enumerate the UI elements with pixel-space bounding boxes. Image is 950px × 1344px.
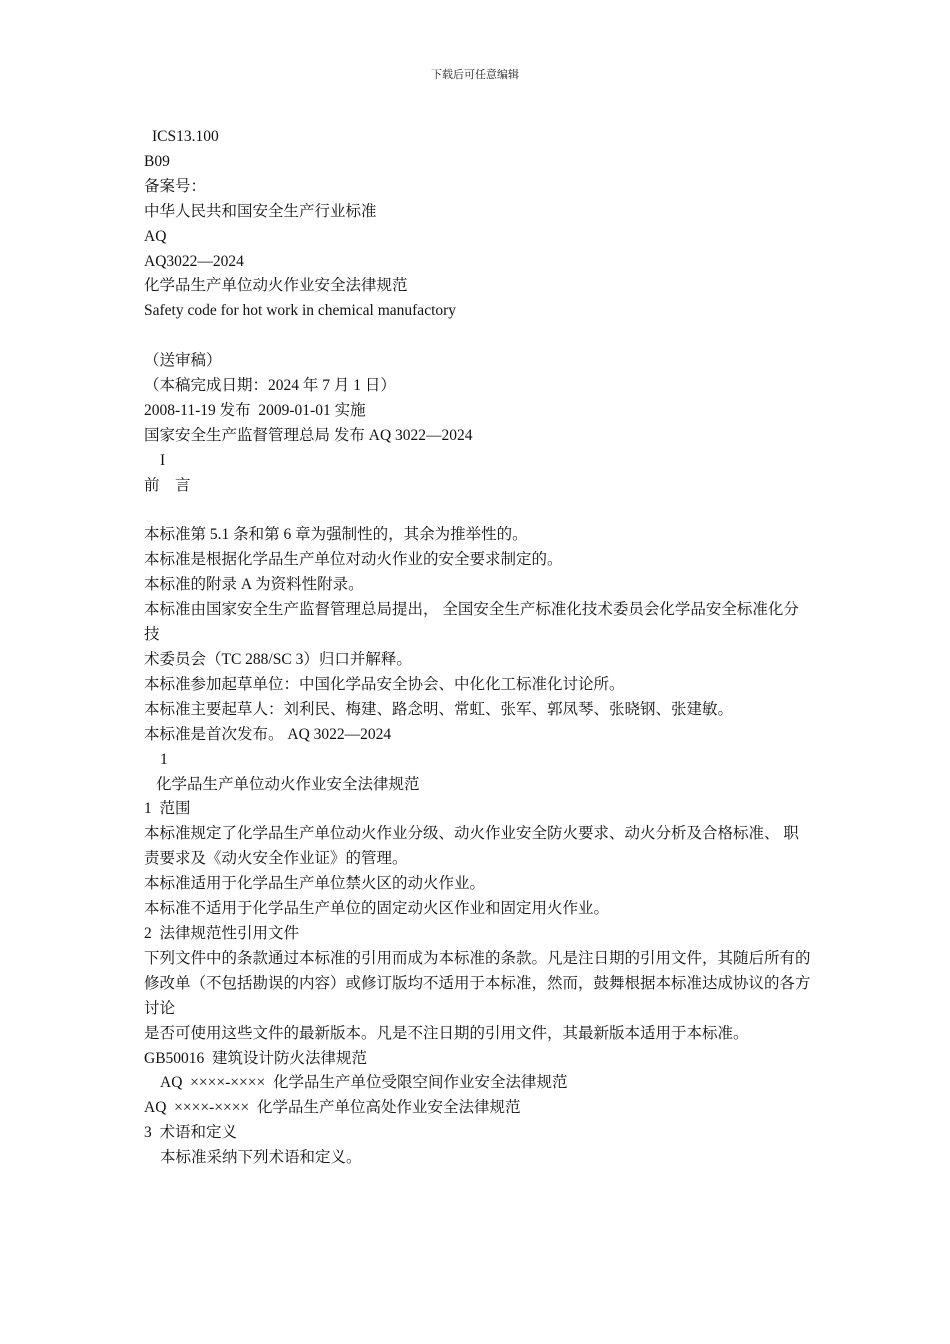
page-header: 下载后可任意编辑 (431, 68, 519, 81)
foreword-heading: 前 言 (144, 476, 191, 494)
reference-item: AQ ××××-×××× 化学品生产单位高处作业安全法律规范 (144, 1099, 521, 1117)
foreword-line: 本标准由国家安全生产监督管理总局提出， 全国安全生产标准化技术委员会化学品安全标准化分技 (144, 601, 799, 644)
title-en: Safety code for hot work in chemical manufactory (144, 302, 457, 320)
foreword-line: 本标准是根据化学品生产单位对动火作业的安全要求制定的。 (144, 551, 563, 569)
document-body (144, 125, 814, 1171)
draft-note: （送审稿） (144, 352, 222, 370)
foreword-line: 本标准的附录 A 为资料性附录。 (144, 576, 364, 594)
standard-abbr: AQ (144, 227, 167, 245)
section-heading-references: 2 法律规范性引用文件 (144, 924, 300, 942)
foreword-line: 本标准主要起草人：刘利民、梅建、路念明、常虹、张军、郭凤琴、张晓钢、张建敏。 (144, 700, 734, 718)
spacer (144, 499, 814, 524)
references-line: 是否可使用这些文件的最新版本。凡是不注日期的引用文件，其最新版本适用于本标准。 (144, 1024, 749, 1042)
references-line: 下列文件中的条款通过本标准的引用而成为本标准的条款。凡是注日期的引用文件，其随后所有的 (144, 949, 811, 967)
section-heading-terms: 3 术语和定义 (144, 1124, 238, 1142)
main-title: 化学品生产单位动火作业安全法律规范 (156, 775, 420, 793)
record-number: 备案号： (144, 177, 207, 195)
scope-line: 本标准规定了化学品生产单位动火作业分级、动火作业安全防火要求、动火分析及合格标准、 职 (144, 825, 799, 843)
title-cn: 化学品生产单位动火作业安全法律规范 (144, 277, 408, 295)
page-number-roman: I (160, 451, 166, 469)
ics-code: ICS13.100 (152, 128, 219, 145)
foreword-line: 本标准第 5.1 条和第 6 章为强制性的，其余为推举性的。 (144, 526, 528, 544)
section-heading-scope: 1 范围 (144, 800, 191, 818)
issue-dates: 2008-11-19 发布 2009-01-01 实施 (144, 401, 366, 419)
scope-line: 本标准适用于化学品生产单位禁火区的动火作业。 (144, 875, 486, 893)
page-number: 1 (160, 750, 168, 768)
publisher: 国家安全生产监督管理总局 发布 AQ 3022—2024 (144, 426, 473, 444)
foreword-line: 本标准是首次发布。 AQ 3022—2024 (144, 725, 392, 743)
standard-code: AQ3022—2024 (144, 252, 244, 270)
terms-intro: 本标准采纳下列术语和定义。 (160, 1149, 362, 1167)
scope-line: 责要求及《动火安全作业证》的管理。 (144, 850, 408, 868)
references-line: 修改单（不包括勘误的内容）或修订版均不适用于本标准，然而，鼓舞根据本标准达成协议的各方讨论 (144, 974, 811, 1017)
completion-date: （本稿完成日期：2024 年 7 月 1 日） (144, 377, 396, 395)
reference-item: GB50016 建筑设计防火法律规范 (144, 1049, 368, 1067)
spacer (144, 324, 814, 349)
foreword-line: 术委员会（TC 288/SC 3）归口并解释。 (144, 651, 412, 668)
scope-line: 本标准不适用于化学品生产单位的固定动火区作业和固定用火作业。 (144, 900, 610, 918)
reference-item: AQ ××××-×××× 化学品生产单位受限空间作业安全法律规范 (160, 1074, 568, 1092)
foreword-line: 本标准参加起草单位：中国化学品安全协会、中化化工标准化讨论所。 (144, 675, 625, 693)
standard-category: 中华人民共和国安全生产行业标准 (144, 202, 377, 220)
ccs-code: B09 (144, 152, 170, 170)
